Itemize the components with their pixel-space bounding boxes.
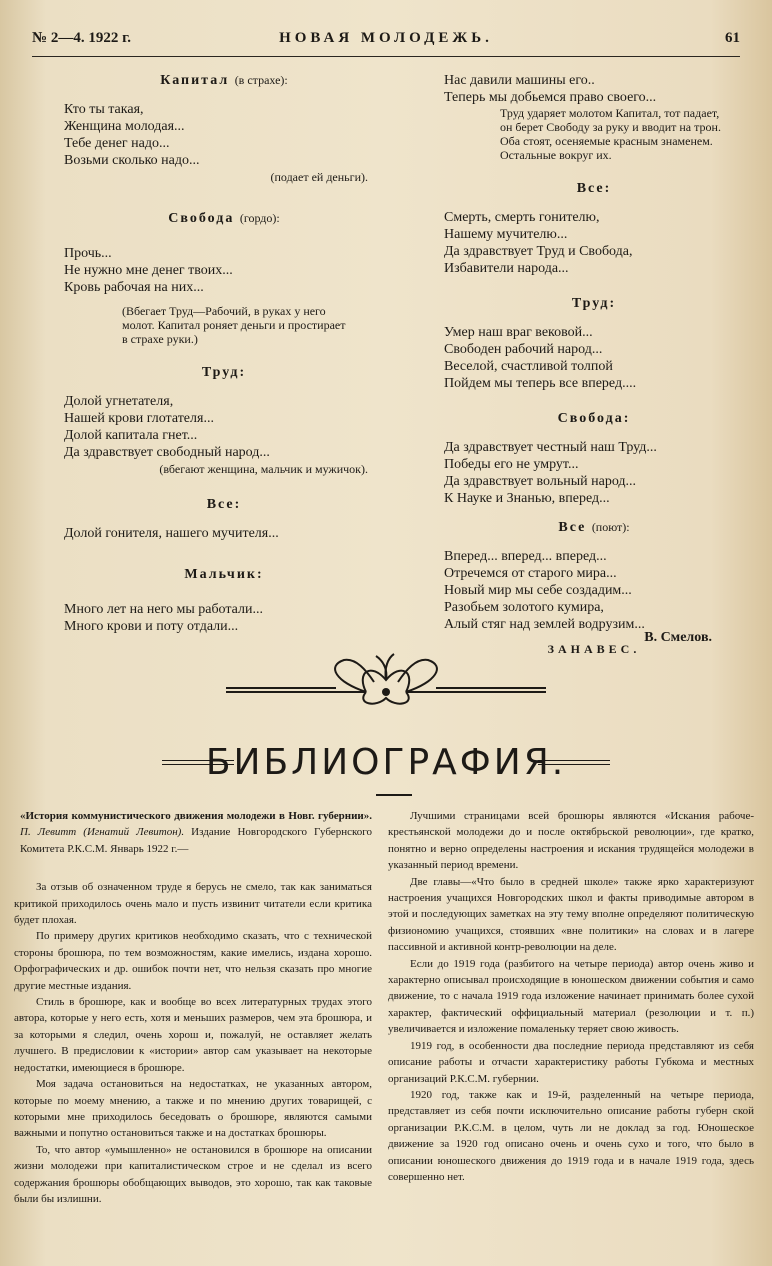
verse-line: Долой угнетателя,: [64, 394, 174, 409]
verse-line: Женщина молодая...: [64, 119, 185, 134]
review-paragraph: Стиль в брошюре, как и вообще во всех литературных трудах этого автора, которые у него есть, хотя и меньших размеров, чем эта брошюра, и за которыми я следил, очень хорош и, пожалуй, не оставляет желать лучшего. В предисловии к «истории» автор сам указывает на некоторые недостатки, имеющиеся в брошюре.: [14, 996, 372, 1074]
review-paragraph: Если до 1919 года (разбитого на четыре периода) автор очень живо и характерно описывал происходящие в юношеском движении события и само движение, то с начала 1919 года изложение начинает принимать более сухой характер, фактический оффициальный материал (резолюции и т. п.) увеличивается и изложение помаленьку теряет свою живость.: [388, 957, 754, 1036]
stage-direction: (вбегают женщина, мальчик и мужичок).: [159, 462, 368, 476]
review-paragraph: Две главы—«Что было в средней школе» также ярко характеризуют настроения учащихся Новгородских школ и факты приводимые автором в этой и последующих заметках на эту тему вполне определяют политическую физиономию учащихся, стоявших «вне политики» на словах и в лагере пассивной и активной контр-революции на деле.: [388, 875, 754, 954]
verse-line: Теперь мы добьемся право своего...: [444, 90, 657, 105]
verse-line: Кровь рабочая на них...: [64, 280, 204, 295]
verse-line: Алый стяг над землей водрузим...: [444, 617, 645, 632]
verse-line: Да здравствует свободный народ...: [64, 445, 270, 460]
verse-line: Избавители народа...: [444, 261, 569, 276]
role-heading: Свобода:: [557, 411, 631, 426]
verse-line: Свободен рабочий народ...: [444, 342, 603, 357]
role-heading: Свобода (гордо):: [168, 211, 280, 226]
verse-line: Да здравствует вольный народ...: [444, 474, 637, 489]
verse-line: Не нужно мне денег твоих...: [64, 263, 233, 278]
role-heading: Мальчик:: [184, 567, 264, 582]
title-rule-right: [538, 760, 610, 765]
verse-line: Много крови и поту отдали...: [64, 619, 239, 634]
verse-line: Пойдем мы теперь все вперед....: [444, 376, 637, 391]
review-paragraph: 1919 год, в особенности два последние периода представляют из себя описание работы и отчасти характеристику работы Губкома и местных организаций Р.К.С.М. губернии.: [388, 1039, 754, 1085]
review-paragraph: За отзыв об означенном труде я берусь не смело, так как заниматься критикой приходилось очень мало и пусть извинит читатели если критика будет плохая.: [14, 881, 372, 927]
review-paragraph: То, что автор «умышленно» не остановился в брошюре на описании жизни молодежи при капиталистическом строе и не сделал из всего содержания брошюры обобщающих выводов, это хорошо, так как таковые были бы излишни.: [14, 1143, 372, 1205]
verse-line: Прочь...: [64, 246, 112, 261]
verse-line: Возьми сколько надо...: [64, 153, 200, 168]
verse-line: Победы его не умрут...: [444, 457, 579, 472]
stage-direction: (Вбегает Труд—Рабочий, в руках у него: [122, 304, 326, 318]
poem-right-column: [444, 72, 744, 658]
verse-line: К Науке и Знанью, вперед...: [444, 491, 610, 506]
stage-direction: в страхе руки.): [122, 332, 198, 346]
verse-line: Нашей крови глотателя...: [64, 411, 214, 426]
review-left-column: [14, 808, 372, 1207]
role-heading: Все:: [206, 497, 242, 512]
verse-line: Тебе денег надо...: [64, 136, 170, 151]
verse-line: Нашему мучителю...: [444, 227, 568, 242]
poem-left-column: [64, 72, 384, 635]
verse-line: Умер наш враг вековой...: [444, 325, 593, 340]
role-heading: Труд:: [201, 365, 247, 380]
citation-author: П. Левитт (Игнатий Левитон).: [20, 826, 185, 839]
verse-line: Смерть, смерть гонителю,: [444, 210, 600, 225]
review-paragraph: Лучшими страницами всей брошюры являются «Искания рабоче-крестьянской молодежи до и после октябрьской революции», где кратко, понятно и верно определены настроения и искания трудящейся молодежи в указанный период времени.: [388, 810, 754, 872]
citation-publisher: Издание Новгородского Губернского Комитета Р.К.С.М. Январь 1922 г.—: [20, 826, 372, 855]
journal-title: НОВАЯ МОЛОДЕЖЬ.: [279, 30, 493, 46]
stage-direction: Остальные вокруг их.: [500, 148, 612, 162]
role-heading: Капитал (в страхе):: [160, 73, 288, 88]
verse-line: Долой капитала гнет...: [64, 428, 198, 443]
header-rule: [32, 56, 740, 57]
stage-direction: молот. Капитал роняет деньги и простирает: [122, 318, 346, 332]
curtain-line: ЗАНАВЕС.: [547, 642, 641, 656]
role-heading: Труд:: [571, 296, 617, 311]
review-paragraph: Моя задача остановиться на недостатках, не указанных автором, которые по моему мнению, а также и по мнению других товарищей, с которыми мне приходилось беседовать о брошюре, являются самыми важными и попутно остановиться также и на достатках брошюры.: [14, 1078, 372, 1140]
review-paragraph: По примеру других критиков необходимо сказать, что с технической стороны брошюра, по тем возможностям, какие имелись, издана хорошо. Орфографических и др. ошибок почти нет, что нельзя сказать про многие другие местные издания.: [14, 930, 372, 992]
title-underline: [376, 794, 412, 796]
verse-line: Веселой, счастливой толпой: [444, 359, 613, 374]
citation: [14, 808, 372, 857]
verse-line: Новый мир мы себе создадим...: [444, 583, 632, 598]
floral-ornament: [216, 652, 556, 712]
review-paragraph: 1920 год, также как и 19-й, разделенный на четыре периода, представляет из себя почти исключительно описание работы губерн ской организации Р.К.С.М. в целом, чуть ли не доклад за год. Юношеское движение за 1920 год описано очень и очень сухо и того, что было в описании юношеского движения до 1919 года и в начале 1919 года, здесь совершенно нет.: [388, 1088, 754, 1183]
verse-line: Вперед... вперед... вперед...: [444, 549, 607, 564]
review-right-column: [388, 808, 754, 1185]
stage-direction: (подает ей деньги).: [270, 170, 368, 184]
poem-author: В. Смелов.: [644, 630, 712, 645]
role-heading: Все:: [576, 181, 612, 196]
verse-line: Нас давили машины его..: [444, 73, 595, 88]
verse-line: Долой гонителя, нашего мучителя...: [64, 526, 279, 541]
stage-direction: Оба стоят, осеняемые красным знаменем.: [500, 134, 713, 148]
page-header: [32, 30, 740, 52]
section-title: БИБЛИОГРАФИЯ.: [205, 742, 567, 783]
citation-title: «История коммунистического движения молодежи в Новг. губернии».: [20, 810, 372, 822]
verse-line: Отречемся от старого мира...: [444, 566, 617, 581]
verse-line: Да здравствует Труд и Свобода,: [444, 244, 633, 259]
stage-direction: он берет Свободу за руку и вводит на трон.: [500, 120, 721, 134]
stage-direction: Труд ударяет молотом Капитал, тот падает,: [500, 106, 720, 120]
verse-line: Кто ты такая,: [64, 102, 144, 117]
role-heading: Все (поют):: [558, 520, 630, 535]
issue-number: № 2—4. 1922 г.: [32, 30, 131, 46]
verse-line: Разобьем золотого кумира,: [444, 600, 604, 615]
page-number: 61: [725, 30, 740, 46]
section-title-block: [30, 738, 742, 798]
verse-line: Да здравствует честный наш Труд...: [444, 440, 657, 455]
verse-line: Много лет на него мы работали...: [64, 602, 263, 617]
